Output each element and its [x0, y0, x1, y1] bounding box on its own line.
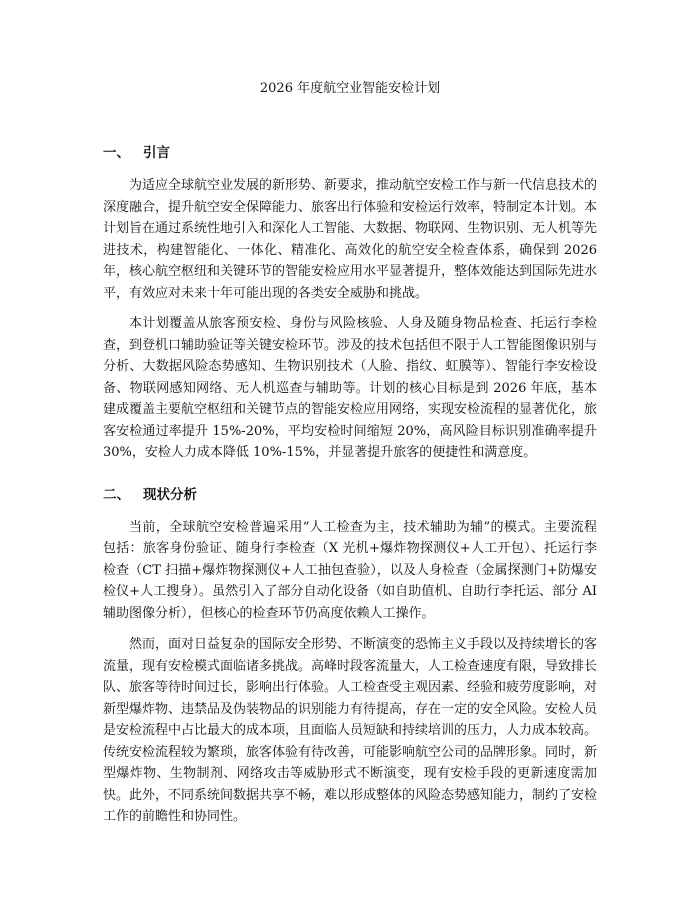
- section-number: 二、: [103, 486, 130, 503]
- section-title: 引言: [143, 145, 170, 161]
- paragraph: 本计划覆盖从旅客预安检、身份与风险核验、人身及随身物品检查、托运行李检查，到登机口辅助验证等关键安检环节。涉及的技术包括但不限于人工智能图像识别与分析、大数据风险态势感知、生物识别技术（人脸、指纹、虹膜等）、智能行李安检设备、物联网感知网络、无人机巡查与辅助等。计划的核心目标是到 2026 年底，基本建成覆盖主要航空枢纽和关键节点的智能安检应用网络，实现安检流程的显著优化，旅客安检通过率提升 15%-20%，平均安检时间缩短 20%，高风险目标识别准确率提升 30%，安检人力成本降低 10%-15%，并显著提升旅客的便捷性和满意度。: [103, 316, 598, 460]
- paragraph: 然而，面对日益复杂的国际安全形势、不断演变的恐怖主义手段以及持续增长的客流量，现有安检模式面临诸多挑战。高峰时段客流量大，人工检查速度有限，导致排长队、旅客等待时间过长，影响出行体验。人工检查受主观因素、经验和疲劳度影响，对新型爆炸物、违禁品及伪装物品的识别能力有待提高，存在一定的安全风险。安检人员是安检流程中占比最大的成本项，且面临人员短缺和持续培训的压力，人力成本较高。传统安检流程较为繁琐，旅客体验有待改善，可能影响航空公司的品牌形象。同时，新型爆炸物、生物制剂、网络攻击等威胁形式不断演变，现有安检手段的更新速度需加快。此外，不同系统间数据共享不畅，难以形成整体的风险态势感知能力，制约了安检工作的前瞻性和协同性。: [103, 637, 598, 824]
- document-title: 2026 年度航空业智能安检计划: [259, 81, 441, 96]
- paragraph: 为适应全球航空业发展的新形势、新要求，推动航空安检工作与新一代信息技术的深度融合，提升航空安全保障能力、旅客出行体验和安检运行效率，特制定本计划。本计划旨在通过系统性地引入和深化人工智能、大数据、物联网、生物识别、无人机等先进技术，构建智能化、一体化、精准化、高效化的航空安全检查体系，确保到 2026 年，核心航空枢纽和关键环节的智能安检应用水平显著提升，整体效能达到国际先进水平，有效应对未来十年可能出现的各类安全威胁和挑战。: [103, 178, 598, 301]
- section-heading-introduction: [103, 143, 597, 163]
- section-title: 现状分析: [143, 486, 197, 503]
- section-number: 一、: [103, 145, 130, 161]
- paragraph: 当前，全球航空安检普遍采用“人工检查为主，技术辅助为辅”的模式。主要流程包括：旅客身份验证、随身行李检查（X 光机+爆炸物探测仪+人工开包）、托运行李检查（CT 扫描+爆炸物探测仪+人工抽包查验），以及人身检查（金属探测门+防爆安检仪+人工搜身）。虽然引入了部分自动化设备（如自助值机、自助行李托运、部分 AI 辅助图像分析），但核心的检查环节仍高度依赖人工操作。: [103, 519, 597, 621]
- section-heading-current-status: [103, 485, 597, 505]
